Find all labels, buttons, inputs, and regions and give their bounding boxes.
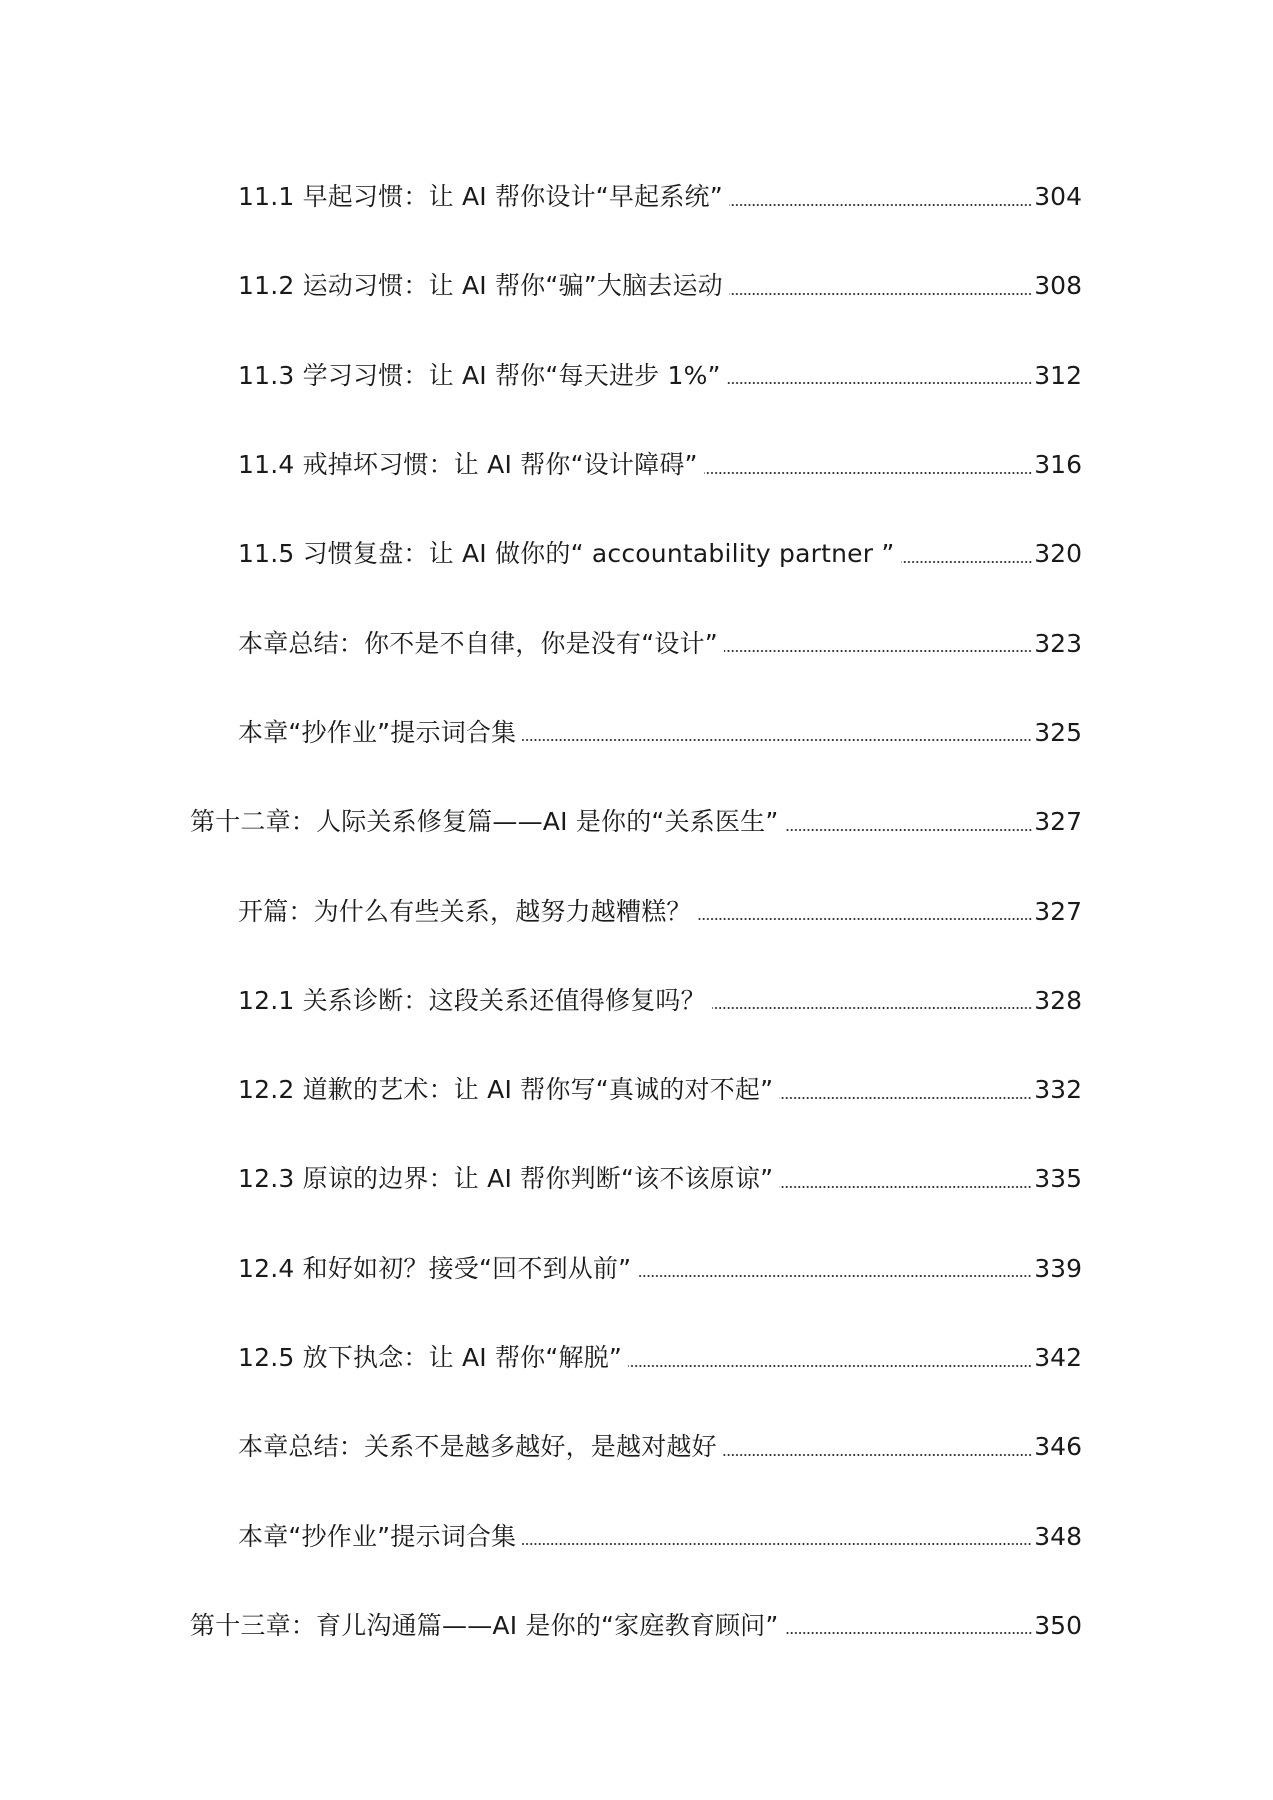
toc-entry-title: 12.3 原谅的边界：让 AI 帮你判断“该不该原谅”	[238, 1164, 774, 1194]
toc-chapter-entry[interactable]	[0, 777, 1273, 866]
toc-entry[interactable]	[0, 152, 1273, 241]
toc-entry-title: 本章总结：你不是不自律，你是没有“设计”	[238, 628, 718, 658]
table-of-contents	[0, 152, 1273, 1670]
toc-entry-page: 323	[1034, 628, 1082, 658]
toc-entry-page: 339	[1034, 1253, 1082, 1283]
toc-entry[interactable]	[0, 598, 1273, 687]
toc-entry-title: 开篇：为什么有些关系，越努力越糟糕？	[238, 896, 692, 926]
dot-leader	[727, 382, 1032, 384]
dot-leader	[729, 204, 1032, 206]
toc-chapter-title: 第十三章：育儿沟通篇——AI 是你的“家庭教育顾问”	[190, 1610, 779, 1640]
dot-leader	[704, 472, 1032, 474]
toc-entry[interactable]	[0, 1402, 1273, 1491]
toc-entry-page: 348	[1034, 1521, 1082, 1551]
toc-entry-page: 316	[1034, 450, 1082, 480]
dot-leader	[712, 1007, 1032, 1009]
toc-entry-page: 335	[1034, 1164, 1082, 1194]
dot-leader	[522, 1543, 1032, 1545]
toc-entry-page: 342	[1034, 1343, 1082, 1372]
toc-entry[interactable]	[0, 1313, 1273, 1402]
toc-entry-page: 328	[1034, 985, 1082, 1015]
dot-leader	[785, 829, 1032, 831]
toc-entry-title: 11.3 学习习惯：让 AI 帮你“每天进步 1%”	[238, 360, 721, 390]
toc-entry-title: 本章总结：关系不是越多越好，是越对越好	[238, 1432, 717, 1462]
toc-entry-page: 325	[1034, 717, 1082, 747]
dot-leader	[779, 1186, 1032, 1188]
dot-leader	[724, 650, 1032, 652]
toc-entry-page: 304	[1034, 182, 1082, 212]
dot-leader	[628, 1365, 1032, 1367]
toc-entry-title: 12.2 道歉的艺术：让 AI 帮你写“真诚的对不起”	[238, 1075, 774, 1105]
dot-leader	[729, 293, 1032, 295]
dot-leader	[698, 918, 1032, 920]
toc-entry[interactable]	[0, 866, 1273, 955]
toc-chapter-title: 第十二章：人际关系修复篇——AI 是你的“关系医生”	[190, 807, 779, 837]
dot-leader	[522, 739, 1032, 741]
toc-entry-title: 12.5 放下执念：让 AI 帮你“解脱”	[238, 1343, 623, 1372]
toc-entry[interactable]	[0, 1224, 1273, 1313]
toc-entry[interactable]	[0, 420, 1273, 509]
toc-entry[interactable]	[0, 1491, 1273, 1580]
toc-entry-title: 12.1 关系诊断：这段关系还值得修复吗？	[238, 985, 706, 1015]
toc-entry-title: 11.2 运动习惯：让 AI 帮你“骗”大脑去运动	[238, 271, 723, 301]
dot-leader	[901, 561, 1032, 563]
toc-entry-page: 332	[1034, 1075, 1082, 1105]
toc-chapter-entry[interactable]	[0, 1581, 1273, 1670]
dot-leader	[723, 1454, 1032, 1456]
dot-leader	[785, 1632, 1032, 1634]
toc-entry-page: 350	[1034, 1610, 1082, 1640]
toc-entry-title: 本章“抄作业”提示词合集	[238, 717, 517, 747]
toc-entry-title: 11.5 习惯复盘：让 AI 做你的“ accountability partner ”	[238, 539, 895, 569]
toc-entry-page: 346	[1034, 1432, 1082, 1462]
toc-entry-title: 12.4 和好如初？接受“回不到从前”	[238, 1253, 632, 1283]
toc-entry[interactable]	[0, 241, 1273, 330]
toc-entry[interactable]	[0, 1134, 1273, 1223]
toc-entry[interactable]	[0, 331, 1273, 420]
toc-entry-page: 312	[1034, 360, 1082, 390]
toc-entry[interactable]	[0, 509, 1273, 598]
toc-entry[interactable]	[0, 688, 1273, 777]
toc-entry-title: 11.1 早起习惯：让 AI 帮你设计“早起系统”	[238, 182, 723, 212]
dot-leader	[637, 1275, 1032, 1277]
toc-entry-title: 本章“抄作业”提示词合集	[238, 1521, 517, 1551]
toc-entry-title: 11.4 戒掉坏习惯：让 AI 帮你“设计障碍”	[238, 450, 698, 480]
dot-leader	[779, 1097, 1032, 1099]
toc-entry-page: 320	[1034, 539, 1082, 569]
toc-entry-page: 327	[1034, 807, 1082, 837]
toc-entry-page: 308	[1034, 271, 1082, 301]
toc-entry[interactable]	[0, 956, 1273, 1045]
toc-entry-page: 327	[1034, 896, 1082, 926]
toc-entry[interactable]	[0, 1045, 1273, 1134]
